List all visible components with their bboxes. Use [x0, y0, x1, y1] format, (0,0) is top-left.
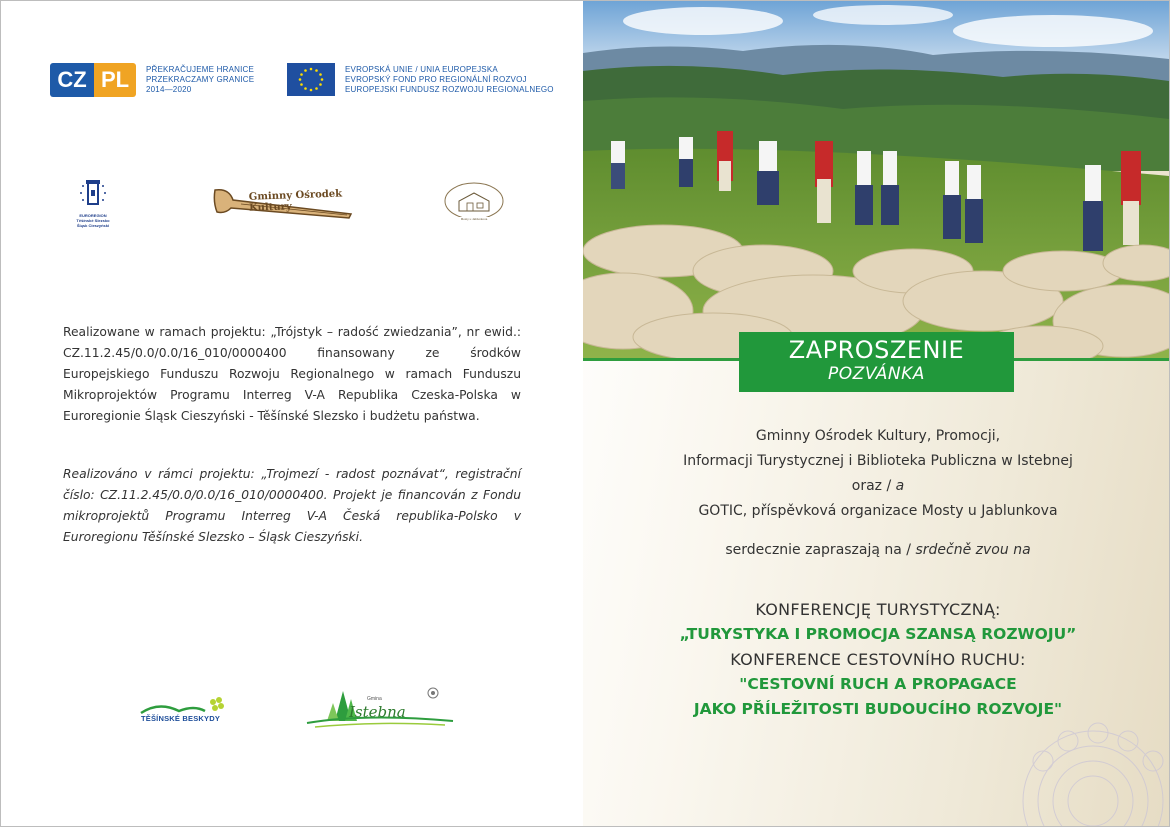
czpl-line: PŘEKRAČUJEME HRANICE [146, 65, 255, 74]
czpl-logo [50, 63, 254, 97]
organizer-line: Gminny Ośrodek Kultury, Promocji, [755, 428, 1001, 444]
title-pl: ZAPROSZENIE [788, 336, 965, 364]
conjunction-pl: oraz / [851, 478, 896, 494]
tesinske-caption: TĚŠÍNSKÉ BESKYDY [141, 714, 221, 723]
euroregion-logo [75, 178, 111, 228]
eu-caption [345, 65, 554, 95]
gok-logo [211, 182, 353, 222]
conjunction-cz: a [895, 478, 905, 494]
title-box [739, 332, 1014, 392]
conference-title-cz-1: "CESTOVNÍ RUCH A PROPAGACE [739, 675, 1017, 693]
eu-line: EVROPSKÝ FOND PRO REGIONÁLNÍ ROZVOJ [345, 74, 527, 84]
gok-caption: Gminny Ośrodek Kultury [248, 188, 343, 214]
czpl-caption [146, 65, 254, 95]
conference-label-pl: KONFERENCJĘ TURYSTYCZNĄ: [755, 600, 1001, 619]
czpl-line: PRZEKRACZAMY GRANICE [146, 75, 255, 84]
conference-title-pl: „TURYSTYKA I PROMOCJA SZANSĄ ROZWOJU” [679, 625, 1077, 643]
eu-line: EVROPSKÁ UNIE / UNIA EUROPEJSKA [345, 64, 498, 74]
gotic-logo [443, 181, 505, 221]
organizers [623, 424, 1133, 524]
lace-ornament-icon [983, 691, 1170, 827]
project-text-cz: Realizováno v rámci projektu: „Trojmezí - radost poznávat“, registrační číslo: CZ.11.2.45/0.0/0.0/16_010/0000400. Projekt je financován z Fondu mikroprojektů Programu Interreg V-A Česká republika-Polsko v Euroregionu Těšínské Slezsko – Śląsk Cieszyński. [63, 467, 521, 544]
organizer-conjunction [623, 474, 1133, 499]
organizer-line: Informacji Turystycznej i Biblioteka Publiczna w Istebnej [683, 453, 1073, 469]
czpl-line: 2014—2020 [146, 85, 192, 94]
castle-tower-icon [75, 178, 111, 208]
project-text-pl: Realizowane w ramach projektu: „Trójstyk – radość zwiedzania”, nr ewid.: CZ.11.2.45/0.0/0.0/16_010/0000400 finansowany ze środków Europejskiego Funduszu Rozwoju Regionalnego w ramach Funduszu Mikroprojektów Programu Interreg V-A Republika Czeska-Polska w Euroregionie Śląsk Cieszyński - Těšínské Slezsko i budżetu państwa. [63, 325, 521, 423]
title-cz: POZVÁNKA [828, 364, 925, 384]
gotic-emblem-icon [443, 181, 505, 217]
gotic-caption: Mosty u Jablunkova [460, 217, 488, 221]
pl-mark: PL [94, 63, 136, 97]
eu-logo [287, 63, 554, 96]
conference-label-cz: KONFERENCE CESTOVNÍHO RUCHU: [730, 650, 1026, 669]
mountain-meadow-photo [583, 1, 1169, 358]
invite-cz: srdečně zvou na [915, 542, 1031, 558]
left-page [1, 1, 583, 826]
cz-mark: CZ [50, 63, 94, 97]
tesinske-beskydy-logo [139, 695, 229, 729]
invite-line [623, 542, 1133, 558]
organizer-line: GOTIC, příspěvková organizace Mosty u Jablunkova [698, 503, 1058, 519]
eu-flag-icon [287, 63, 335, 96]
istebna-logo [305, 685, 457, 735]
folklore-photo [583, 1, 1169, 358]
invite-pl: serdecznie zapraszają na / [725, 542, 916, 558]
czpl-mark [50, 63, 136, 97]
istebna-caption: Istebna [349, 703, 406, 721]
right-page [583, 1, 1169, 826]
beskydy-hills-icon [139, 695, 229, 715]
eu-line: EUROPEJSKI FUNDUSZ ROZWOJU REGIONALNEGO [345, 84, 554, 94]
conference-title-cz-2: JAKO PŘÍLEŽITOSTI BUDOUCÍHO ROZVOJE" [693, 700, 1063, 718]
euroregion-caption: EUROREGION Těšínské Slezsko Śląsk Cieszyński [76, 213, 110, 228]
istebna-small-caption: Gmina [367, 696, 382, 702]
